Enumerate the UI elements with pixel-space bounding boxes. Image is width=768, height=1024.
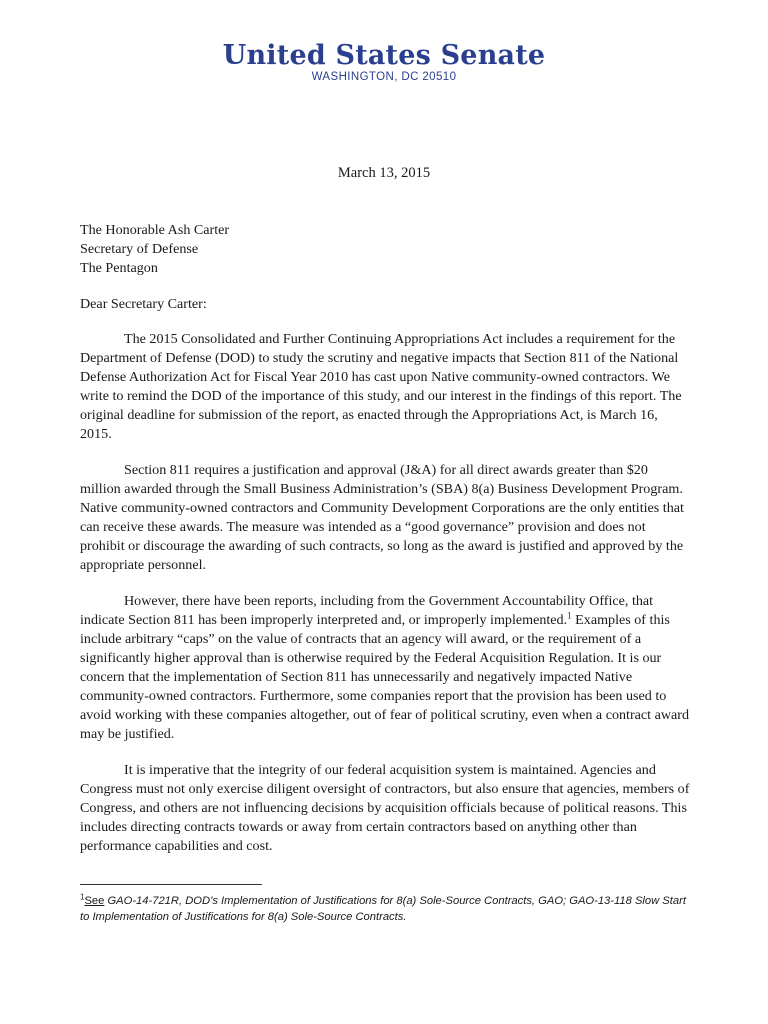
paragraph-3-part-a: However, there have been reports, including from the Government Accountability Office, that indicate Section 811 has been improperly interpreted and, or improperly implemented. (80, 593, 654, 628)
letterhead-city: WASHINGTON, DC 20510 (311, 71, 457, 83)
footnote-reference: 1 (567, 610, 572, 621)
letter-date: March 13, 2015 (337, 165, 431, 181)
footnote-divider (80, 884, 262, 885)
letterhead-title: United States Senate (222, 40, 546, 71)
recipient-title: Secretary of Defense (80, 241, 199, 257)
footnote (80, 893, 692, 925)
letterhead (0, 40, 768, 84)
paragraph-3 (80, 592, 692, 744)
paragraph-1: The 2015 Consolidated and Further Continuing Appropriations Act includes a requirement for the Department of Defense (DOD) to study the scrutiny and negative impacts that Section 811 of the National Defense Authorization Act for Fiscal Year 2010 has cast upon Native community-owned contractors. We write to remind the DOD of the importance of this study, and our interest in the findings of this report. The original deadline for submission of the report, as enacted through the Appropriations Act, is March 16, 2015. (80, 331, 682, 442)
footnote-mark: 1 (80, 892, 85, 902)
salutation: Dear Secretary Carter: (80, 296, 207, 312)
footnote-text: GAO-14-721R, DOD’s Implementation of Justifications for 8(a) Sole-Source Contracts, GAO; GAO-13-118 Slow Start to Implementation of Justifications for 8(a) Sole-Source Contracts. (80, 895, 686, 923)
paragraph-4: It is imperative that the integrity of our federal acquisition system is maintained. Agencies and Congress must not only exercise diligent oversight of contractors, but also ensure that agencies, members of Congress, and others are not influencing decisions by acquisition officials because of political reasons. This includes directing contracts towards or away from certain contractors based on anything other than performance capabilities and cost. (80, 762, 690, 854)
paragraph-3-part-b: Examples of this include arbitrary “caps” on the value of contracts that an agency will award, or the requirement of a significantly higher approval than is otherwise required by the Federal Acquisition Regulation. It is our concern that the implementation of Section 811 has unnecessarily and negatively impacted Native community-owned contractors. Furthermore, some companies report that the provision has been used to avoid working with these companies altogether, out of fear of political scrutiny, even when a contract award may be justified. (80, 612, 690, 742)
letter-body (80, 221, 692, 856)
recipient-office: The Pentagon (80, 260, 158, 276)
recipient-name: The Honorable Ash Carter (80, 222, 230, 238)
paragraph-2: Section 811 requires a justification and approval (J&A) for all direct awards greater than $20 million awarded through the Small Business Administration’s (SBA) 8(a) Business Development Program. Native community-owned contractors and Community Development Corporations are the only entities that can receive these awards. The measure was intended as a “good governance” provision and does not prohibit or discourage the awarding of such contracts, so long as the award is justified and approved by the appropriate personnel. (80, 462, 684, 573)
footnote-see: See (84, 895, 105, 907)
recipient-block (80, 221, 692, 278)
